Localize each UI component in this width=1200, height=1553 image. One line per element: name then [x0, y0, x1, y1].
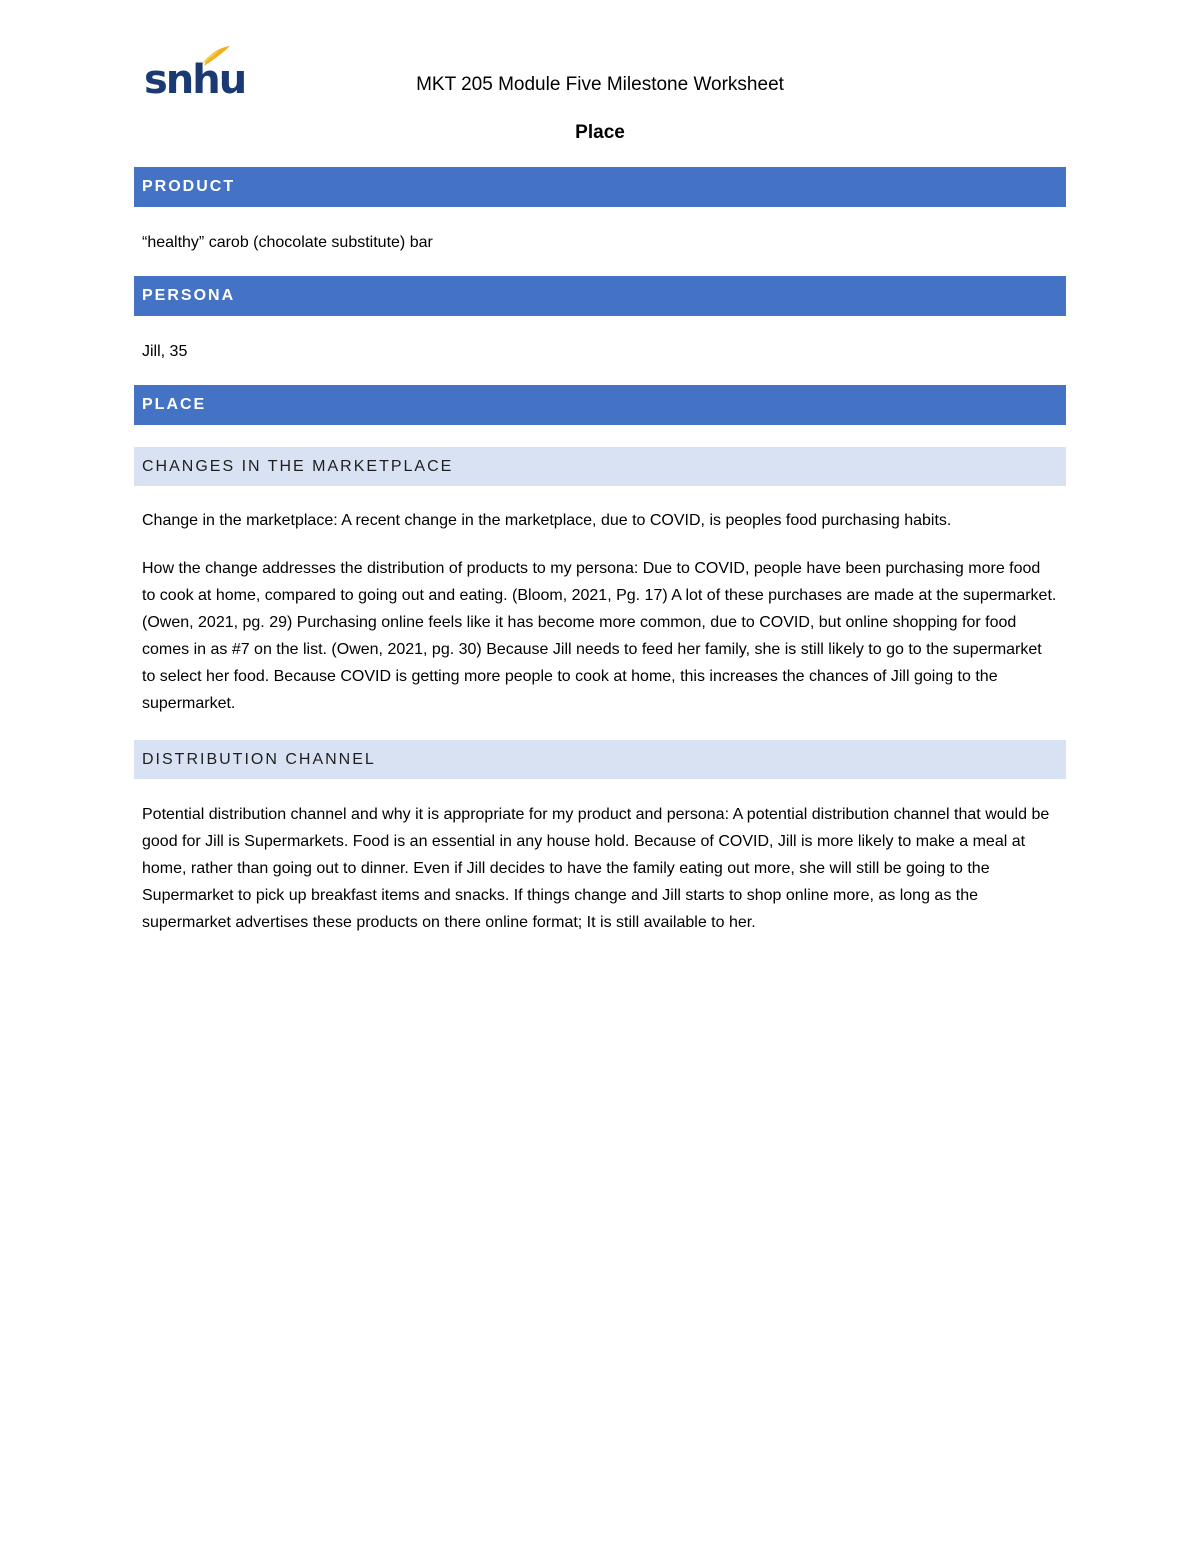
product-description: “healthy” carob (chocolate substitute) bar: [142, 234, 433, 251]
section-header-persona: PERSONA: [134, 276, 1066, 316]
subsection-header-distribution: DISTRIBUTION CHANNEL: [134, 740, 1066, 779]
section-header-product: PRODUCT: [134, 167, 1066, 207]
section-header-place: PLACE: [134, 385, 1066, 425]
distribution-paragraph: Potential distribution channel and why it is appropriate for my product and persona: A potential distribution channel that would be good for Jill is Supermarkets. Food is an essential in any house hold. Because of COVID, Jill is more likely to make a meal at home, rather than going out to dinner. Even if Jill decides to have the family eating out more, she will still be going to the Supermarket to pick up breakfast items and snacks. If things change and Jill starts to shop online more, as long as the supermarket advertises these products on there online format; It is still available to her.: [142, 806, 1050, 931]
logo-wordmark: snhu: [144, 57, 246, 103]
changes-paragraph-1: Change in the marketplace: A recent change in the marketplace, due to COVID, is peoples food purchasing habits.: [142, 512, 952, 529]
subsection-header-changes: CHANGES IN THE MARKETPLACE: [134, 447, 1066, 486]
document-title: MKT 205 Module Five Milestone Worksheet: [416, 74, 784, 95]
persona-description: Jill, 35: [142, 343, 188, 360]
document-subtitle: Place: [575, 122, 625, 143]
changes-paragraph-2: How the change addresses the distribution of products to my persona: Due to COVID, people have been purchasing more food to cook at home, compared to going out and eating. (Bloom, 2021, Pg. 17) A lot of these purchases are made at the supermarket. (Owen, 2021, pg. 29) Purchasing online feels like it has become more common, due to COVID, but online shopping for food comes in as #7 on the list. (Owen, 2021, pg. 30) Because Jill needs to feed her family, she is still likely to go to the supermarket to select her food. Because COVID is getting more people to cook at home, this increases the chances of Jill going to the supermarket.: [142, 560, 1057, 712]
